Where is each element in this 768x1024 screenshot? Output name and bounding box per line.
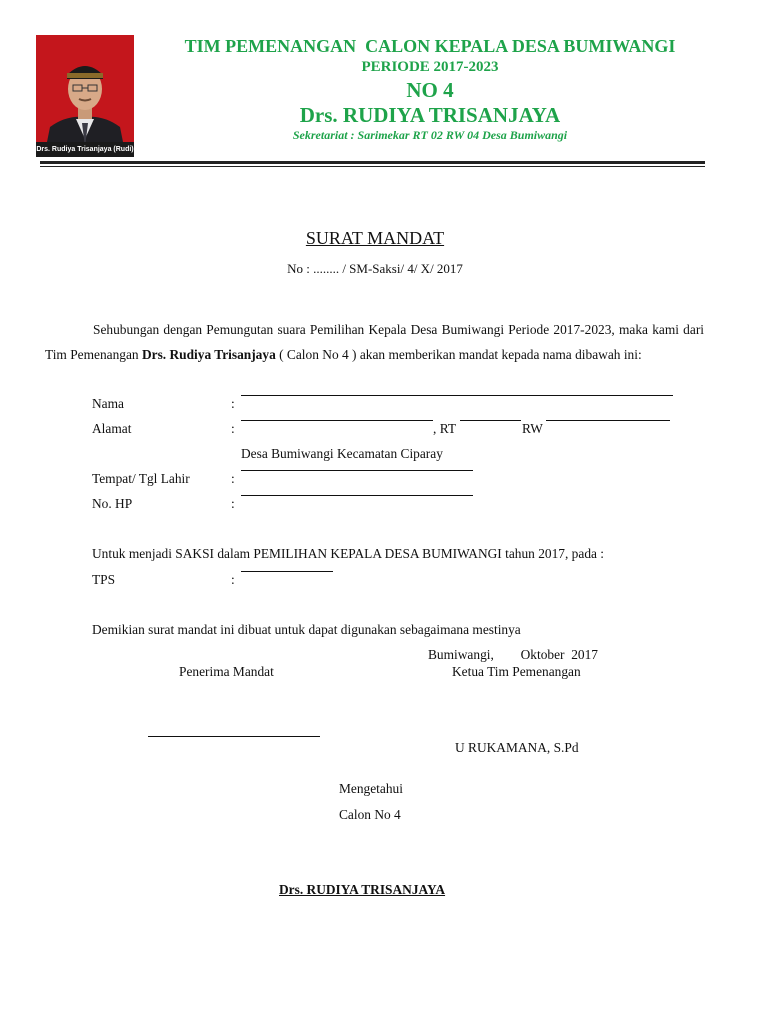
intro-text-end: ( Calon No 4 ) akan memberikan mandat kepada nama dibawah ini:: [275, 347, 642, 362]
intro-paragraph: [45, 317, 704, 367]
header-candidate-name: Drs. RUDIYA TRISANJAYA: [299, 103, 561, 127]
field-label-nama: Nama: [92, 396, 124, 411]
closing-statement: Demikian surat mandat ini dibuat untuk dapat digunakan sebagaimana mestinya: [92, 622, 521, 637]
field-nama-blank[interactable]: [241, 395, 673, 396]
portrait-image: [36, 35, 134, 157]
header-team-title: TIM PEMENANGAN CALON KEPALA DESA BUMIWANGI: [184, 36, 676, 56]
field-label-ttl: Tempat/ Tgl Lahir: [92, 471, 190, 486]
acknowledge-label: Mengetahui: [339, 781, 403, 796]
field-rw-blank[interactable]: [546, 420, 670, 421]
field-rt-blank[interactable]: [460, 420, 521, 421]
field-desa-text: Desa Bumiwangi Kecamatan Ciparay: [241, 446, 443, 461]
field-alamat-blank[interactable]: [241, 420, 433, 421]
header-candidate-number: NO 4: [406, 78, 454, 102]
field-colon: :: [231, 396, 235, 411]
field-label-alamat: Alamat: [92, 421, 132, 436]
field-tps-blank[interactable]: [241, 571, 333, 572]
field-colon: :: [231, 496, 235, 511]
field-ttl-blank[interactable]: [241, 470, 473, 471]
field-colon: :: [231, 471, 235, 486]
receiver-signature-line[interactable]: [148, 736, 320, 737]
field-label-hp: No. HP: [92, 496, 133, 511]
place-date: Bumiwangi, Oktober 2017: [428, 647, 598, 662]
receiver-label: Penerima Mandat: [179, 664, 274, 679]
photo-caption: Drs. Rudiya Trisanjaya (Rudi): [36, 142, 134, 157]
intro-text-start: Sehubungan dengan Pemungutan suara Pemilihan Kepala Desa Bumiwangi Periode 2017-2023, maka kami dari Tim Pemenangan: [45, 322, 704, 362]
letter-title: SURAT MANDAT: [305, 228, 445, 248]
chair-name: U RUKAMANA, S.Pd: [455, 740, 579, 755]
chair-label: Ketua Tim Pemenangan: [452, 664, 581, 679]
header-period: PERIODE 2017-2023: [361, 59, 499, 75]
letter-number: No : ........ / SM-Saksi/ 4/ X/ 2017: [287, 261, 463, 276]
intro-candidate-name: Drs. Rudiya Trisanjaya: [141, 347, 276, 362]
field-colon: :: [231, 421, 235, 436]
field-label-tps: TPS: [92, 572, 116, 587]
saksi-statement: Untuk menjadi SAKSI dalam PEMILIHAN KEPALA DESA BUMIWANGI tahun 2017, pada :: [92, 546, 605, 561]
header-divider-thick: [40, 161, 705, 164]
candidate-label: Calon No 4: [339, 807, 401, 822]
candidate-signature-name: Drs. RUDIYA TRISANJAYA: [279, 882, 446, 897]
header-secretariat: Sekretariat : Sarimekar RT 02 RW 04 Desa Bumiwangi: [292, 128, 568, 142]
field-colon: :: [231, 572, 235, 587]
candidate-photo: [36, 35, 134, 157]
field-label-rw: RW: [522, 421, 543, 436]
field-label-rt: , RT: [433, 421, 457, 436]
field-hp-blank[interactable]: [241, 495, 473, 496]
header-divider-thin: [40, 166, 705, 167]
